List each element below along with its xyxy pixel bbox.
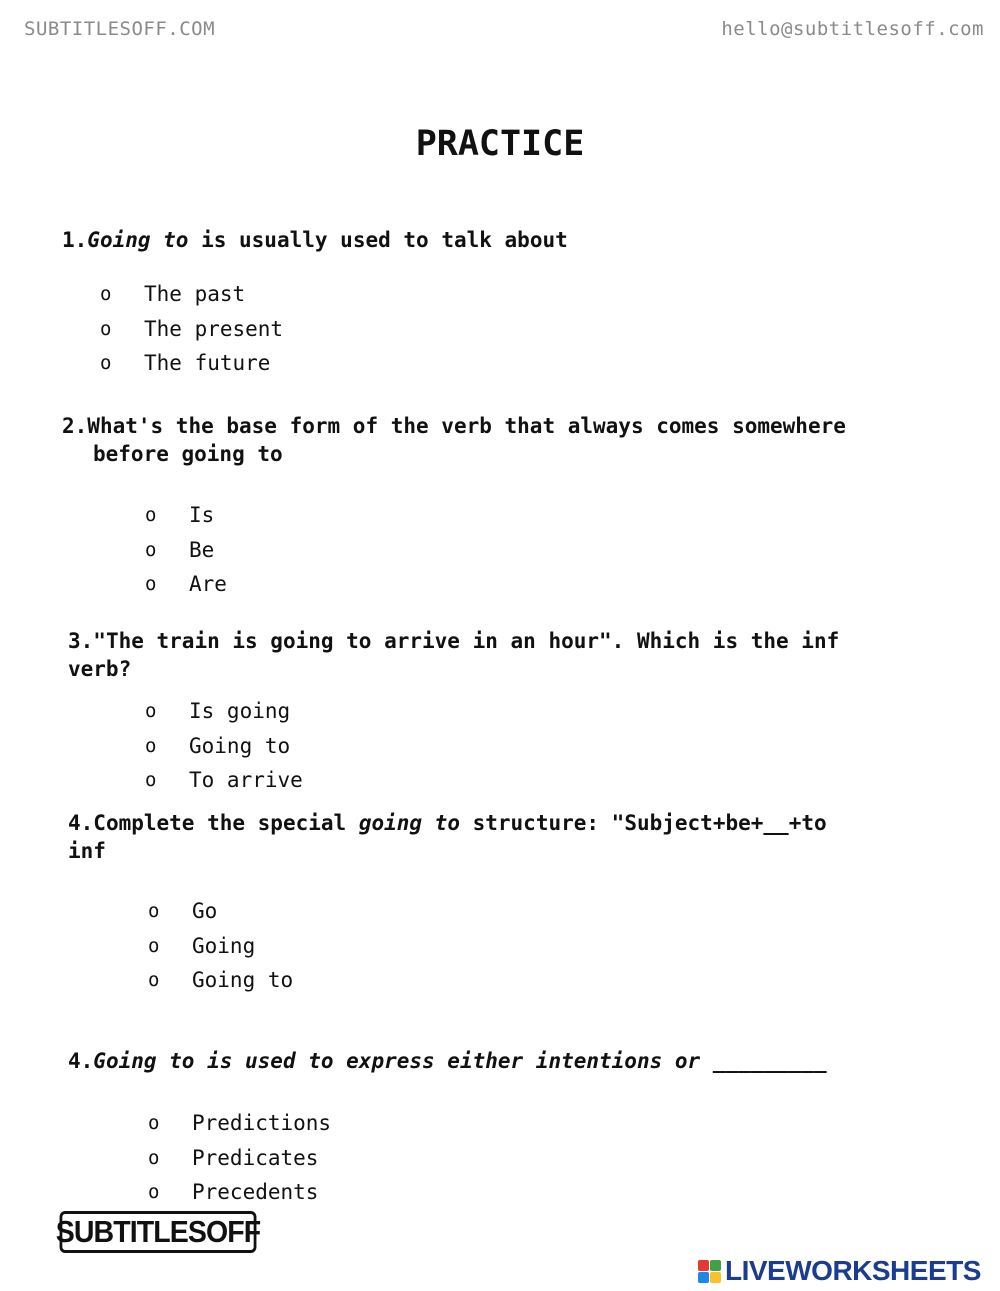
question-4 [68, 809, 948, 865]
liveworksheets-logo [698, 1256, 981, 1286]
mark-square-4 [710, 1272, 721, 1283]
question-number: 3. [68, 629, 94, 653]
option-item[interactable] [148, 1106, 331, 1141]
option-bullet: o [145, 573, 157, 596]
options-list [148, 894, 293, 998]
options-list [145, 694, 303, 798]
options-list [148, 1106, 331, 1210]
option-item[interactable] [145, 567, 227, 602]
option-bullet: o [148, 900, 160, 923]
option-label: Precedents [192, 1180, 319, 1205]
question-text-after: structure: "Subject+be+__+to [459, 811, 827, 835]
option-bullet: o [145, 504, 157, 527]
option-bullet: o [145, 700, 157, 723]
subtitlesoff-logo: SUBTITLESOFF [60, 1211, 257, 1253]
mark-square-3 [698, 1272, 709, 1283]
option-label: Be [189, 537, 215, 562]
question-text: "The train is going to arrive in an hour". Which is the inf [93, 629, 840, 653]
option-bullet: o [148, 1112, 160, 1135]
option-item[interactable] [100, 346, 283, 381]
option-bullet: o [148, 1146, 160, 1169]
option-bullet: o [100, 317, 112, 340]
option-label: The present [144, 316, 284, 341]
option-item[interactable] [148, 929, 293, 964]
option-label: Is going [189, 699, 291, 724]
question-italic-text: Going to [87, 228, 189, 252]
question-text: What's the base form of the verb that always comes somewhere [87, 414, 846, 438]
option-item[interactable] [145, 533, 227, 568]
liveworksheets-wordmark: LIVEWORKSHEETS [725, 1255, 981, 1286]
option-label: Going to [189, 733, 291, 758]
question-number: 4. [68, 811, 94, 835]
question-italic-text: going to [358, 811, 460, 835]
option-bullet: o [148, 1181, 160, 1204]
question-text-continued: inf [68, 839, 106, 863]
question-number: 1. [62, 228, 88, 252]
option-item[interactable] [100, 277, 283, 312]
option-label: Is [189, 503, 215, 528]
option-bullet: o [100, 352, 112, 375]
option-item[interactable] [148, 894, 293, 929]
option-item[interactable] [145, 763, 303, 798]
question-text: is usually used to talk about [188, 228, 568, 252]
option-label: To arrive [189, 768, 303, 793]
question-number: 2. [62, 414, 88, 438]
option-label: Going [192, 933, 256, 958]
option-label: Are [189, 572, 227, 597]
option-label: The past [144, 282, 246, 307]
mark-square-2 [710, 1260, 721, 1271]
options-list [100, 277, 283, 381]
option-bullet: o [148, 934, 160, 957]
option-label: Go [192, 899, 218, 924]
option-bullet: o [145, 769, 157, 792]
contact-email: hello@subtitlesoff.com [721, 18, 984, 40]
option-bullet: o [100, 283, 112, 306]
option-label: The future [144, 351, 271, 376]
option-bullet: o [148, 969, 160, 992]
option-item[interactable] [145, 729, 303, 764]
option-label: Predictions [192, 1111, 332, 1136]
option-bullet: o [145, 734, 157, 757]
mark-square-1 [698, 1260, 709, 1271]
option-item[interactable] [145, 694, 303, 729]
question-5 [68, 1047, 948, 1075]
question-1 [62, 226, 568, 254]
option-bullet: o [145, 538, 157, 561]
question-italic-text: Going to is used to express either intentions or _________ [93, 1049, 827, 1073]
option-label: Predicates [192, 1145, 319, 1170]
question-3 [68, 627, 948, 683]
question-text-continued: verb? [68, 657, 132, 681]
page-title: PRACTICE [415, 124, 585, 164]
option-item[interactable] [148, 963, 293, 998]
liveworksheets-mark-icon [698, 1260, 721, 1283]
option-label: Going to [192, 968, 294, 993]
site-name: SUBTITLESOFF.COM [24, 18, 216, 40]
option-item[interactable] [145, 498, 227, 533]
question-text: Complete the special [93, 811, 359, 835]
option-item[interactable] [100, 312, 283, 347]
question-text-continued: before going to [93, 442, 283, 466]
option-item[interactable] [148, 1175, 331, 1210]
question-number: 4. [68, 1049, 94, 1073]
option-item[interactable] [148, 1141, 331, 1176]
question-2 [62, 412, 942, 468]
options-list [145, 498, 227, 602]
